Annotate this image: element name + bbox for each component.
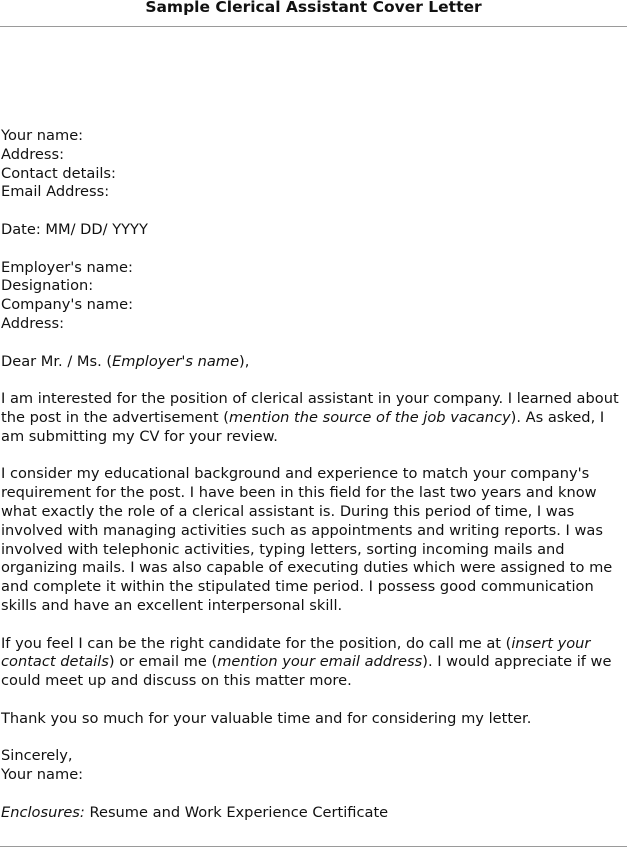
document-title: Sample Clerical Assistant Cover Letter [145,0,482,16]
paragraph-interest [1,390,625,446]
recipient-designation: Designation: [1,277,94,295]
sender-address: Address: [1,145,65,163]
enclosures-label: Enclosures: [1,803,85,821]
paragraph-thanks: Thank you so much for your valuable time and for considering my letter. [1,709,532,727]
paragraph-contact-placeholder-phone: insert your contact details [1,634,591,671]
paragraph-interest-text-before: I am interested for the position of clerical assistant in your company. I learned about the post in the advertisement ( [1,390,619,426]
sender-email: Email Address: [1,183,110,201]
sender-name: Your name: [1,127,84,144]
recipient-block [1,259,625,334]
sender-block [1,127,625,202]
salutation-suffix: ), [239,352,250,370]
sender-contact: Contact details: [1,164,116,182]
closing-block [1,747,625,785]
paragraph-contact-text-2: ) or email me ( [108,653,218,671]
salutation [1,353,625,372]
salutation-prefix: Dear Mr. / Ms. ( [1,352,113,370]
paragraph-contact-text-3: ). I would appreciate if we could meet up and discuss on this matter more. [1,653,612,690]
letter-body [1,127,625,841]
paragraph-interest-placeholder: mention the source of the job vacancy [228,408,511,426]
recipient-address: Address: [1,314,65,332]
bottom-divider [0,846,627,847]
top-divider [0,26,627,27]
enclosures-text: Resume and Work Experience Certificate [84,803,389,821]
recipient-name: Employer's name: [1,258,133,276]
closing-sign-off: Sincerely, [1,747,73,765]
salutation-placeholder: Employer's name [112,352,240,370]
paragraph-contact-text-1: If you feel I can be the right candidate for the position, do call me at ( [1,634,512,652]
recipient-company: Company's name: [1,296,133,314]
paragraph-interest-text-after: ). As asked, I am submitting my CV for your review. [1,408,605,445]
paragraph-contact [1,635,625,691]
paragraph-contact-placeholder-email: mention your email address [217,653,423,671]
enclosures-line [1,804,625,823]
paragraph-experience: I consider my educational background and experience to match your company's requirement for the post. I have been in this field for the last two years and know what exactly the role of a clerical assistant is. During this period of time, I was involved with managing activities such as appointments and writing reports. I was involved with telephonic activities, typing letters, sorting incoming mails and organizing mails. I was also capable of executing duties which were assigned to me and complete it within the stipulated time period. I possess good communication skills and have an excellent interpersonal skill. [1,465,613,614]
closing-name: Your name: [1,766,84,784]
date-line: Date: MM/ DD/ YYYY [1,220,148,238]
